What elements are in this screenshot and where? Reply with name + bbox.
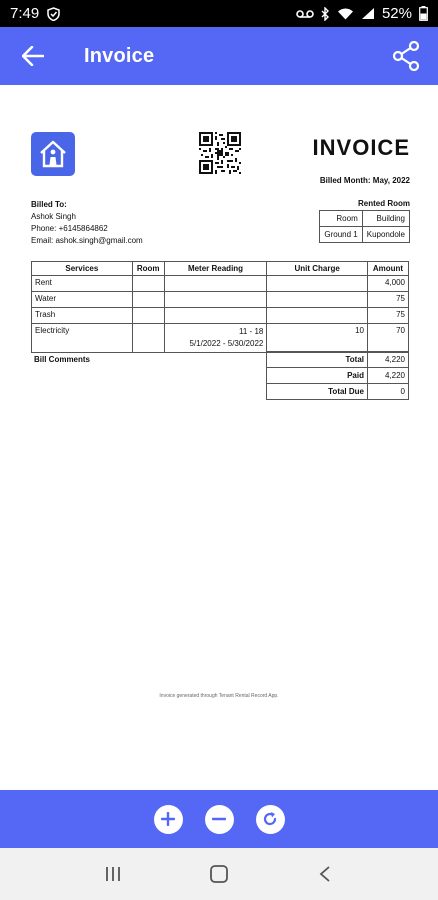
nav-back-button[interactable] <box>303 852 347 896</box>
share-button[interactable] <box>378 27 434 85</box>
col-unit-charge: Unit Charge <box>267 262 368 276</box>
services-table <box>31 261 409 353</box>
totals-table <box>266 351 409 400</box>
tenant-phone: Phone: +6145864862 <box>31 224 108 233</box>
recents-icon <box>104 865 122 883</box>
invoice-heading: INVOICE <box>312 135 410 160</box>
app-bar <box>0 27 438 85</box>
service-room <box>132 308 164 324</box>
total-due-row <box>267 384 409 400</box>
table-row <box>32 292 409 308</box>
paid-row <box>267 368 409 384</box>
service-room <box>132 276 164 292</box>
zoom-in-icon <box>161 812 175 826</box>
arrow-left-icon <box>22 46 44 66</box>
service-amount: 4,000 <box>367 276 408 292</box>
service-unit-charge <box>267 292 368 308</box>
service-unit-charge <box>267 276 368 292</box>
tenant-name: Ashok Singh <box>31 212 76 221</box>
col-room: Room <box>132 262 164 276</box>
table-row <box>32 324 409 353</box>
signal-icon <box>361 7 375 20</box>
qr-code <box>199 132 241 174</box>
battery-percent: 52% <box>381 5 412 22</box>
invoice-document[interactable] <box>0 85 438 790</box>
share-icon <box>392 41 420 71</box>
table-row <box>32 308 409 324</box>
total-value: 4,220 <box>368 352 409 368</box>
app-logo <box>31 132 75 176</box>
status-bar <box>0 0 438 27</box>
status-time: 7:49 <box>10 5 40 22</box>
recents-button[interactable] <box>91 852 135 896</box>
home-icon <box>209 864 229 884</box>
zoom-in-button[interactable] <box>154 805 183 834</box>
col-amount: Amount <box>367 262 408 276</box>
service-meter <box>164 276 267 292</box>
service-name: Electricity <box>32 324 133 353</box>
reset-zoom-button[interactable] <box>256 805 285 834</box>
zoom-out-button[interactable] <box>205 805 234 834</box>
service-name: Trash <box>32 308 133 324</box>
tenant-email: Email: ashok.singh@gmail.com <box>31 236 143 245</box>
service-amount: 75 <box>367 292 408 308</box>
total-due-value: 0 <box>368 384 409 400</box>
service-amount: 75 <box>367 308 408 324</box>
service-meter <box>164 292 267 308</box>
service-room <box>132 292 164 308</box>
col-services: Services <box>32 262 133 276</box>
zoom-out-icon <box>212 812 226 826</box>
invoice-footer-note: Invoice generated through Tenant Rental Record App. <box>159 693 279 699</box>
total-label: Total <box>267 352 368 368</box>
rented-room-table <box>319 210 410 243</box>
total-row <box>267 352 409 368</box>
paid-value: 4,220 <box>368 368 409 384</box>
rented-room-label: Rented Room <box>358 199 410 208</box>
service-name: Rent <box>32 276 133 292</box>
billed-month: Billed Month: May, 2022 <box>319 176 410 185</box>
service-room <box>132 324 164 353</box>
battery-icon <box>419 6 428 21</box>
rented-room-header-building: Building <box>362 211 409 227</box>
service-unit-charge: 10 <box>267 324 368 353</box>
rented-room-header-room: Room <box>320 211 362 227</box>
table-row <box>32 276 409 292</box>
refresh-icon <box>262 811 278 827</box>
house-tenant-icon <box>38 139 68 169</box>
bill-comments-label: Bill Comments <box>34 355 91 364</box>
total-due-label: Total Due <box>267 384 368 400</box>
voicemail-icon <box>296 9 314 19</box>
service-unit-charge <box>267 308 368 324</box>
back-icon <box>318 865 332 883</box>
paid-label: Paid <box>267 368 368 384</box>
system-nav-bar <box>0 848 438 900</box>
service-name: Water <box>32 292 133 308</box>
rented-room-value-room: Ground 1 <box>320 227 362 243</box>
wifi-icon <box>337 7 354 20</box>
service-amount: 70 <box>367 324 408 353</box>
meter-range: 11 - 18 <box>239 327 264 336</box>
col-meter-reading: Meter Reading <box>164 262 267 276</box>
home-button[interactable] <box>197 852 241 896</box>
service-meter <box>164 308 267 324</box>
page-title: Invoice <box>84 44 155 67</box>
zoom-toolbar <box>0 790 438 848</box>
rented-room-value-building: Kupondole <box>362 227 409 243</box>
bluetooth-icon <box>321 7 330 21</box>
meter-dates: 5/1/2022 - 5/30/2022 <box>189 339 264 348</box>
billed-to-label: Billed To: <box>31 200 67 209</box>
shield-icon <box>47 7 60 21</box>
service-meter <box>164 324 267 353</box>
billed-to-block <box>31 199 143 247</box>
back-button[interactable] <box>4 27 62 85</box>
services-header-row <box>32 262 409 276</box>
